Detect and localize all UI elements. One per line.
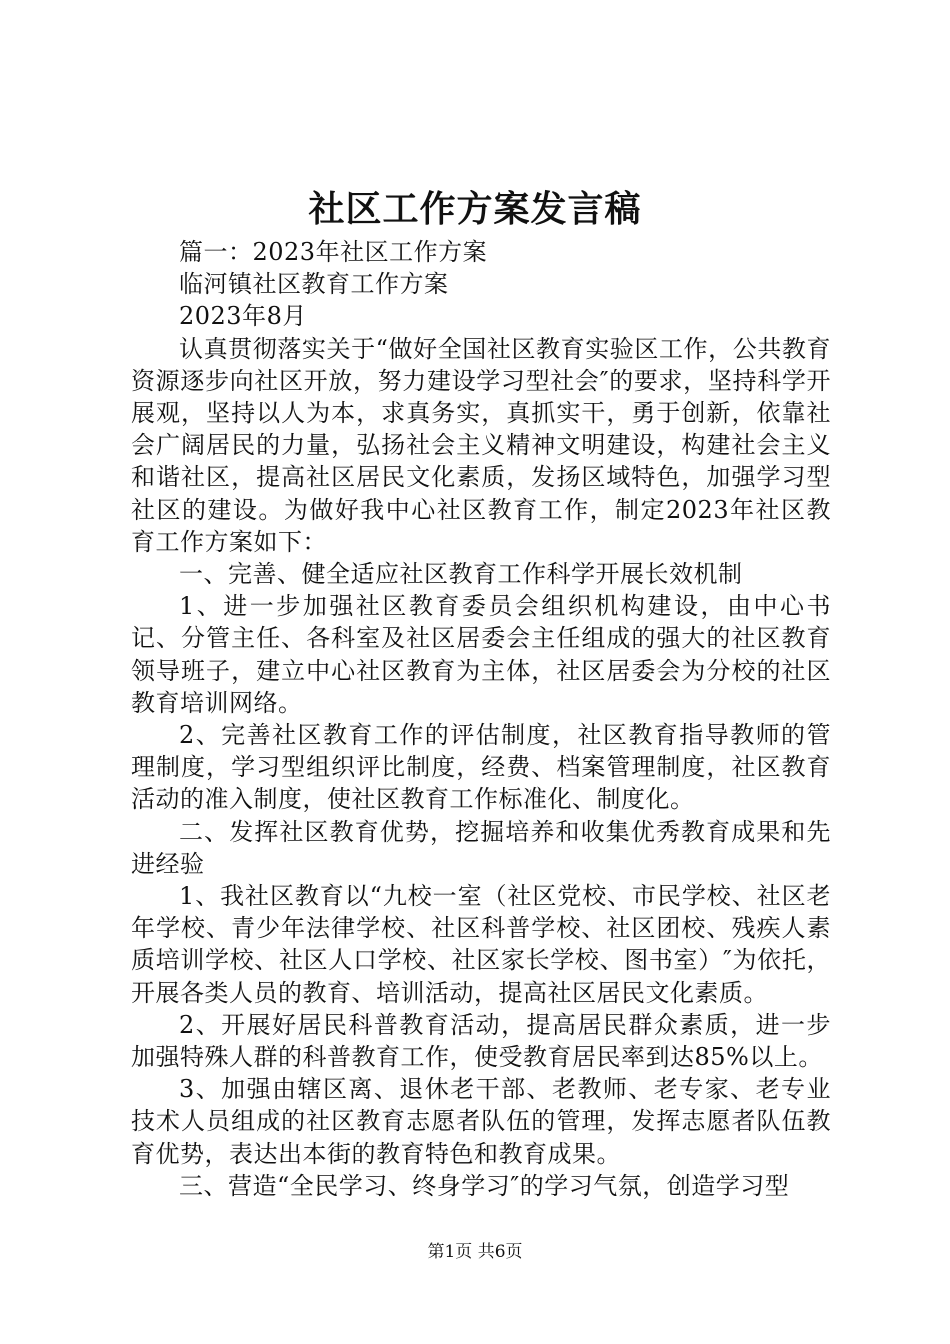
paragraph-2-3: 3、加强由辖区离、退休老干部、老教师、老专家、老专业技术人员组成的社区教育志愿者队伍的管理，发挥志愿者队伍教育优势，表达出本街的教育特色和教育成果。 xyxy=(131,1075,831,1168)
page-footer: 第1页 共6页 xyxy=(427,1242,523,1262)
paragraph-1-2: 2、完善社区教育工作的评估制度，社区教育指导教师的管理制度，学习型组织评比制度，经费、档案管理制度，社区教育活动的准入制度，使社区教育工作标准化、制度化。 xyxy=(131,721,831,814)
document-title: 社区工作方案发言稿 xyxy=(308,188,642,230)
paragraph-intro: 认真贯彻落实关于“做好全国社区教育实验区工作，公共教育资源逐步向社区开放，努力建设学习型社会″的要求，坚持科学开展观，坚持以人为本，求真务实，真抓实干，勇于创新，依靠社会广阔居民的力量，弘扬社会主义精神文明建设，构建社会主义和谐社区，提高社区居民文化素质，发扬区域特色，加强学习型社区的建设。为做好我中心社区教育工作，制定2023年社区教育工作方案如下： xyxy=(131,334,831,556)
paragraph-date: 2023年8月 xyxy=(179,302,307,331)
paragraph-heading-3: 三、营造“全民学习、终身学习″的学习气氛，创造学习型 xyxy=(179,1171,790,1200)
paragraph-heading-1: 一、完善、健全适应社区教育工作科学开展长效机制 xyxy=(179,560,743,589)
paragraph-2-1: 1、我社区教育以“九校一室（社区党校、市民学校、社区老年学校、青少年法律学校、社区科普学校、社区团校、残疾人素质培训学校、社区人口学校、社区家长学校、图书室）″为依托，开展各类人员的教育、培训活动，提高社区居民文化素质。 xyxy=(131,882,831,1007)
paragraph-2-2: 2、开展好居民科普教育活动，提高居民群众素质，进一步加强特殊人群的科普教育工作，使受教育居民率到达85%以上。 xyxy=(131,1010,831,1072)
paragraph-heading-2: 二、发挥社区教育优势，挖掘培养和收集优秀教育成果和先进经验 xyxy=(131,817,831,878)
paragraph-1-1: 1、进一步加强社区教育委员会组织机构建设，由中心书记、分管主任、各科室及社区居委会主任组成的强大的社区教育领导班子，建立中心社区教育为主体，社区居委会为分校的社区教育培训网络。 xyxy=(131,592,831,717)
paragraph-plan-title: 临河镇社区教育工作方案 xyxy=(179,270,449,299)
document-body xyxy=(131,236,831,1202)
paragraph-section-heading: 篇一：2023年社区工作方案 xyxy=(179,238,488,266)
